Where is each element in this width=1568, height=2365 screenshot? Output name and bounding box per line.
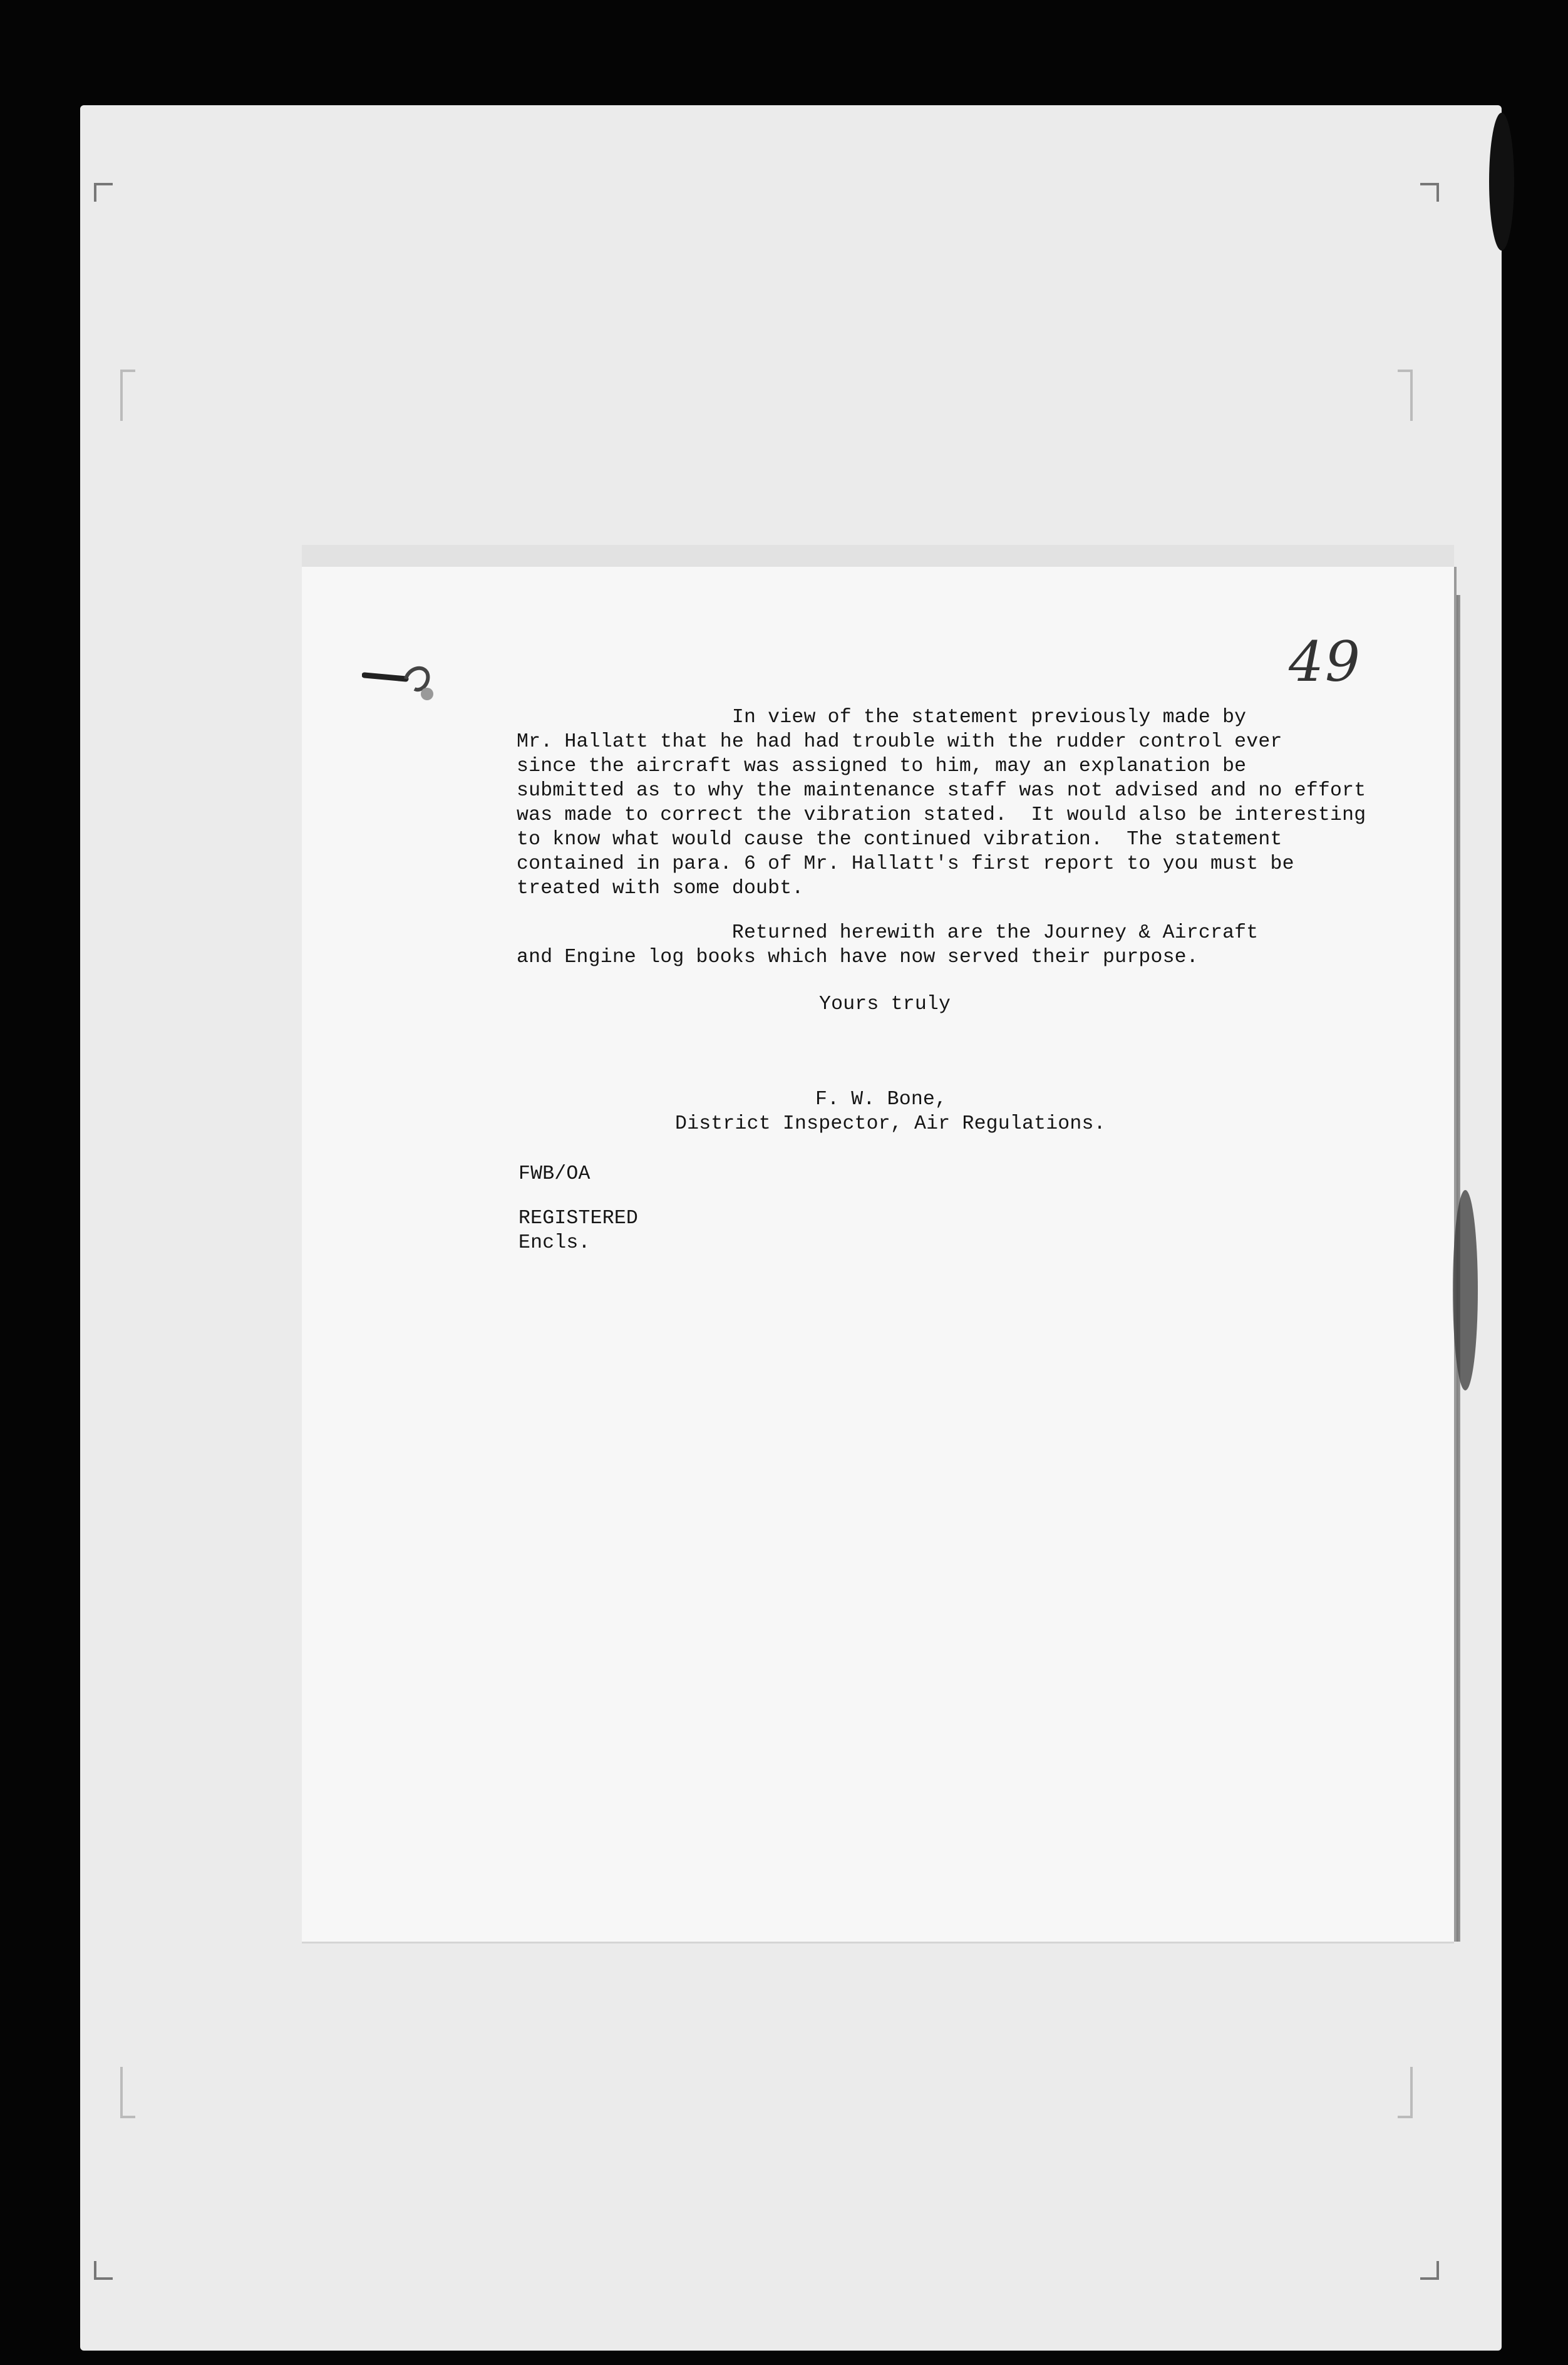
frame-bracket-right: [1398, 370, 1413, 421]
registered-notation: REGISTERED: [518, 1208, 639, 1229]
frame-bracket-bottom-left: [120, 2067, 135, 2118]
frame-bracket-bottom-right: [1398, 2067, 1413, 2118]
text-line: was made to correct the vibration stated. It would also be interesting: [517, 804, 1366, 826]
closing-salutation: Yours truly: [819, 993, 951, 1015]
enclosures-notation: Encls.: [518, 1232, 591, 1254]
text-line: submitted as to why the maintenance staff was not advised and no effort: [517, 780, 1366, 802]
text-line: contained in para. 6 of Mr. Hallatt's first report to you must be: [517, 853, 1294, 875]
crop-mark-top-right: [1420, 183, 1439, 202]
frame-bracket-left: [120, 370, 135, 421]
text-line: to know what would cause the continued vibration. The statement: [517, 829, 1282, 851]
text-line: and Engine log books which have now served their purpose.: [517, 946, 1199, 968]
reference-initials: FWB/OA: [518, 1163, 591, 1185]
scan-smudge: [1489, 113, 1514, 251]
staple-mark-icon: [362, 656, 443, 706]
page-number: 49: [1289, 629, 1361, 694]
text-line: Returned herewith are the Journey & Aircraft: [517, 922, 1259, 944]
text-line: treated with some doubt.: [517, 877, 804, 899]
signer-title: District Inspector, Air Regulations.: [675, 1113, 1106, 1135]
signer-name: F. W. Bone,: [815, 1089, 947, 1110]
crop-mark-bottom-left: [94, 2261, 113, 2280]
crop-mark-top-left: [94, 183, 113, 202]
body-paragraph-2: [517, 921, 1258, 970]
text-line: since the aircraft was assigned to him, may an explanation be: [517, 755, 1247, 777]
scan-smudge: [1453, 1190, 1478, 1390]
body-paragraph-1: [517, 705, 1366, 901]
text-line: In view of the statement previously made by: [517, 706, 1247, 728]
sheet-top-strip: [302, 545, 1454, 570]
text-line: Mr. Hallatt that he had had trouble with the rudder control ever: [517, 731, 1282, 753]
crop-mark-bottom-right: [1420, 2261, 1439, 2280]
